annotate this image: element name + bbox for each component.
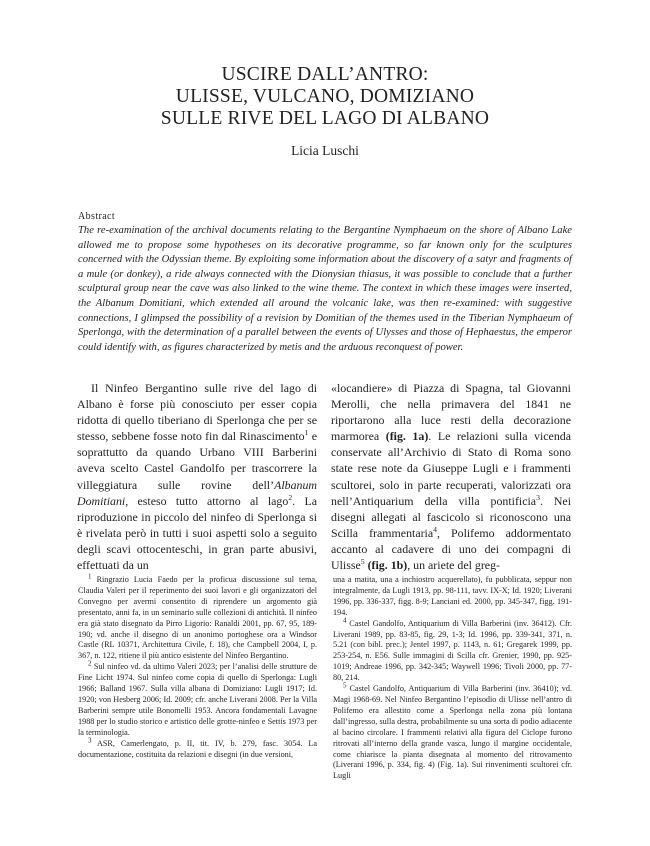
footnotes-right [333,575,572,782]
footnote [78,735,317,761]
footnote-text: una a matita, una a inchiostro acquerellato), fu pubblicata, seppur non integralmente, da Lugli 1913, pp. 98-111, tavv. IX-X; Id. 1920; Liverani 1996, pp. 336-337, figg. 8-9; Lanciani ed. 2000, pp. 345-347, figg. 191-194. [333,575,572,617]
body-text: «locandiere» di Piazza di Spagna, tal Giovanni Merolli, che nella primavera del 1841 ne riportarono alla luce resti della decorazione marmorea [331,381,571,444]
body-text: , Polifemo addormentato accanto al cadavere di uno dei compagni di Ulisse [331,525,572,573]
footnote-number: 3 [88,735,92,744]
footnote-ref: 1 [304,428,309,438]
abstract-heading: Abstract [78,211,116,222]
footnotes-left [78,572,318,760]
footnote [78,572,317,662]
footnote [333,615,573,684]
body-text: Il Ninfeo Bergantino sulle rive del lago di Albano è forse più conosciuto per esser copia ridotta di quello tiberiano di Sperlonga che per se stesso, sebbene fosse noto fin dal Rinascimento [77,381,317,444]
body-column-left [77,380,317,573]
article-title-line-3: SULLE RIVE DEL LAGO DI ALBANO [160,108,490,129]
body-italic-term: Albanum Domitiani [77,477,317,508]
footnote-number: 2 [88,659,92,668]
footnote-text: Castel Gandolfo, Antiquarium di Villa Barberini (inv. 36412). Cfr. Liverani 1989, pp. 83-85, fig. 29, 1-3; Id. 1996, pp. 339-341, 371, n. 5.21 (con bibl. prec.); Jentel 1997, p. 1143, n. 61; Gregarek 1999, pp. 253-254, n. E56. Sulle immagini di Scilla cfr. Grenier, 1990, pp. 925-1019; Andreae 1996, pp. 342-345; Waywell 1996; Tivoli 2000, pp. 77-80, 214. [333,618,573,683]
footnote-number: 1 [88,572,92,581]
footnote-ref: 4 [433,524,438,534]
abstract-text: The re-examination of the archival documents relating to the Bergantine Nymphaeum on the shore of Albano Lake allowed me to propose some hypotheses on its decorative programme, so far known only for the sculptures concerned with the Odyssian theme. By exploiting some information about the discovery of a satyr and fragments of a mule (or donkey), a ride always connected with the Dionysian thiasus, it was possible to conclude that a further sculptural group near the cave was also linked to the wine theme. The context in which these images were inserted, the Albanum Domitiani, which extended all around the volcanic lake, was then re-examined: with suggestive connections, I glimpsed the possibility of a revision by Domitian of the themes used in the Tiberian Nymphaeum of Sperlonga, with the determination of a parallel between the events of Ulysses and those of Hephaestus, the emperor could identify with, as figures characterized by metis and the arduous reconquest of power. [78,225,572,353]
author-name: Licia Luschi [291,143,359,158]
footnote-continuation [333,575,572,619]
body-text: e soprattutto da quando Urbano VIII Barberini aveva scelto Castel Gandolfo per trascorrere la villeggiatura sulle rovine dell’ [77,429,317,492]
body-text: , esteso tutto attorno al lago [125,493,289,508]
footnote-text: ASR, Camerlengato, p. II, tit. IV, b. 279, fasc. 3054. La documentazione, costituita da relazioni e disegni (in due versioni, [78,738,317,759]
body-text: . Le relazioni sulla vicenda conservate all’Archivio di Stato di Roma sono state rese note da Giuseppe Lugli e i frammenti scultorei, solo in parte recuperati, valorizzati ora nell’Antiquarium della villa pontificia [331,429,572,508]
footnote-ref: 5 [360,557,365,567]
footnote-ref: 2 [288,492,293,502]
article-title-line-2: ULISSE, VULCANO, DOMIZIANO [175,86,475,107]
footnote [78,659,318,738]
footnote-text: Ringrazio Lucia Faedo per la proficua discussione sul tema, Claudia Valeri per il reperimento dei suoi lavori e gli organizzatori del Convegno per avermi consentito di riprendere un argomento già presentato, anni fa, in un seminario sulle collezioni di antichità. Il ninfeo era già stato disegnato da Pirro Ligorio: Ranaldi 2001, pp. 67, 95, 189-190; vd. anche il disegno di un anonimo portoghese ora a Windsor Castle (RL 10371, Architettura Civile, f. 18), che Campbell 2004, I, p. 367, n. 122, ritiene il più antico esistente del Ninfeo Bergantino. [78,575,317,661]
body-text: , un ariete del greg- [407,558,500,573]
footnote [333,681,573,782]
body-text: . La riproduzione in piccolo del ninfeo di Sperlonga si è rivelata però in tutti i suoi aspetti solo a seguito degli scavi ottocenteschi, in gran parte abusivi, effettuati da un [77,493,317,573]
figure-ref: (fig. 1a) [385,429,429,444]
body-column-right [331,380,571,573]
article-title-line-1: USCIRE DALL’ANTRO: [221,64,429,85]
figure-ref: (fig. 1b) [367,558,408,573]
footnote-ref: 3 [536,492,540,502]
footnote-text: Castel Gandolfo, Antiquarium di Villa Barberini (inv. 36410); vd. Magi 1968-69. Nel Ninfeo Bergantino l’episodio di Ulisse nell’antro di Polifemo era allestito come a Sperlonga nella zona più lontana dall’ingresso, sulla destra, probabilmente su una sorta di podio adiacente al bacino circolare. I frammenti relativi alla figura del Ciclope furono ritrovati all’interno della grande vasca, lungo il margine occidentale, come chiarisce la pianta disegnata al momento del ritrovamento (Liverani 1996, p. 334, fig. 4) (Fig. 1a). Sui rinvenimenti scultorei cfr. Lugli [333,684,573,781]
footnote-text: Sul ninfeo vd. da ultimo Valeri 2023; per l’analisi delle strutture de Fine Licht 1974. Sul ninfeo come copia di quello di Sperlonga: Lugli 1966; Balland 1967. Sulla villa albana di Domiziano: Lugli 1917; Id. 1920; von Hesberg 2006; Id. 2009; cfr. anche Liverani 2008. Per la Villa Barberini sempre utile Bonomelli 1953. Ancora fondamentali Lavagne 1988 per lo studio storico e artistico delle grotte-ninfeo e Settis 1973 per la terminologia. [78,662,318,737]
body-text: . Nei disegni allegati al fascicolo si riconoscono una Scilla frammentaria [331,493,572,540]
footnote-number: 4 [343,615,347,624]
footnote-number: 5 [343,681,347,690]
